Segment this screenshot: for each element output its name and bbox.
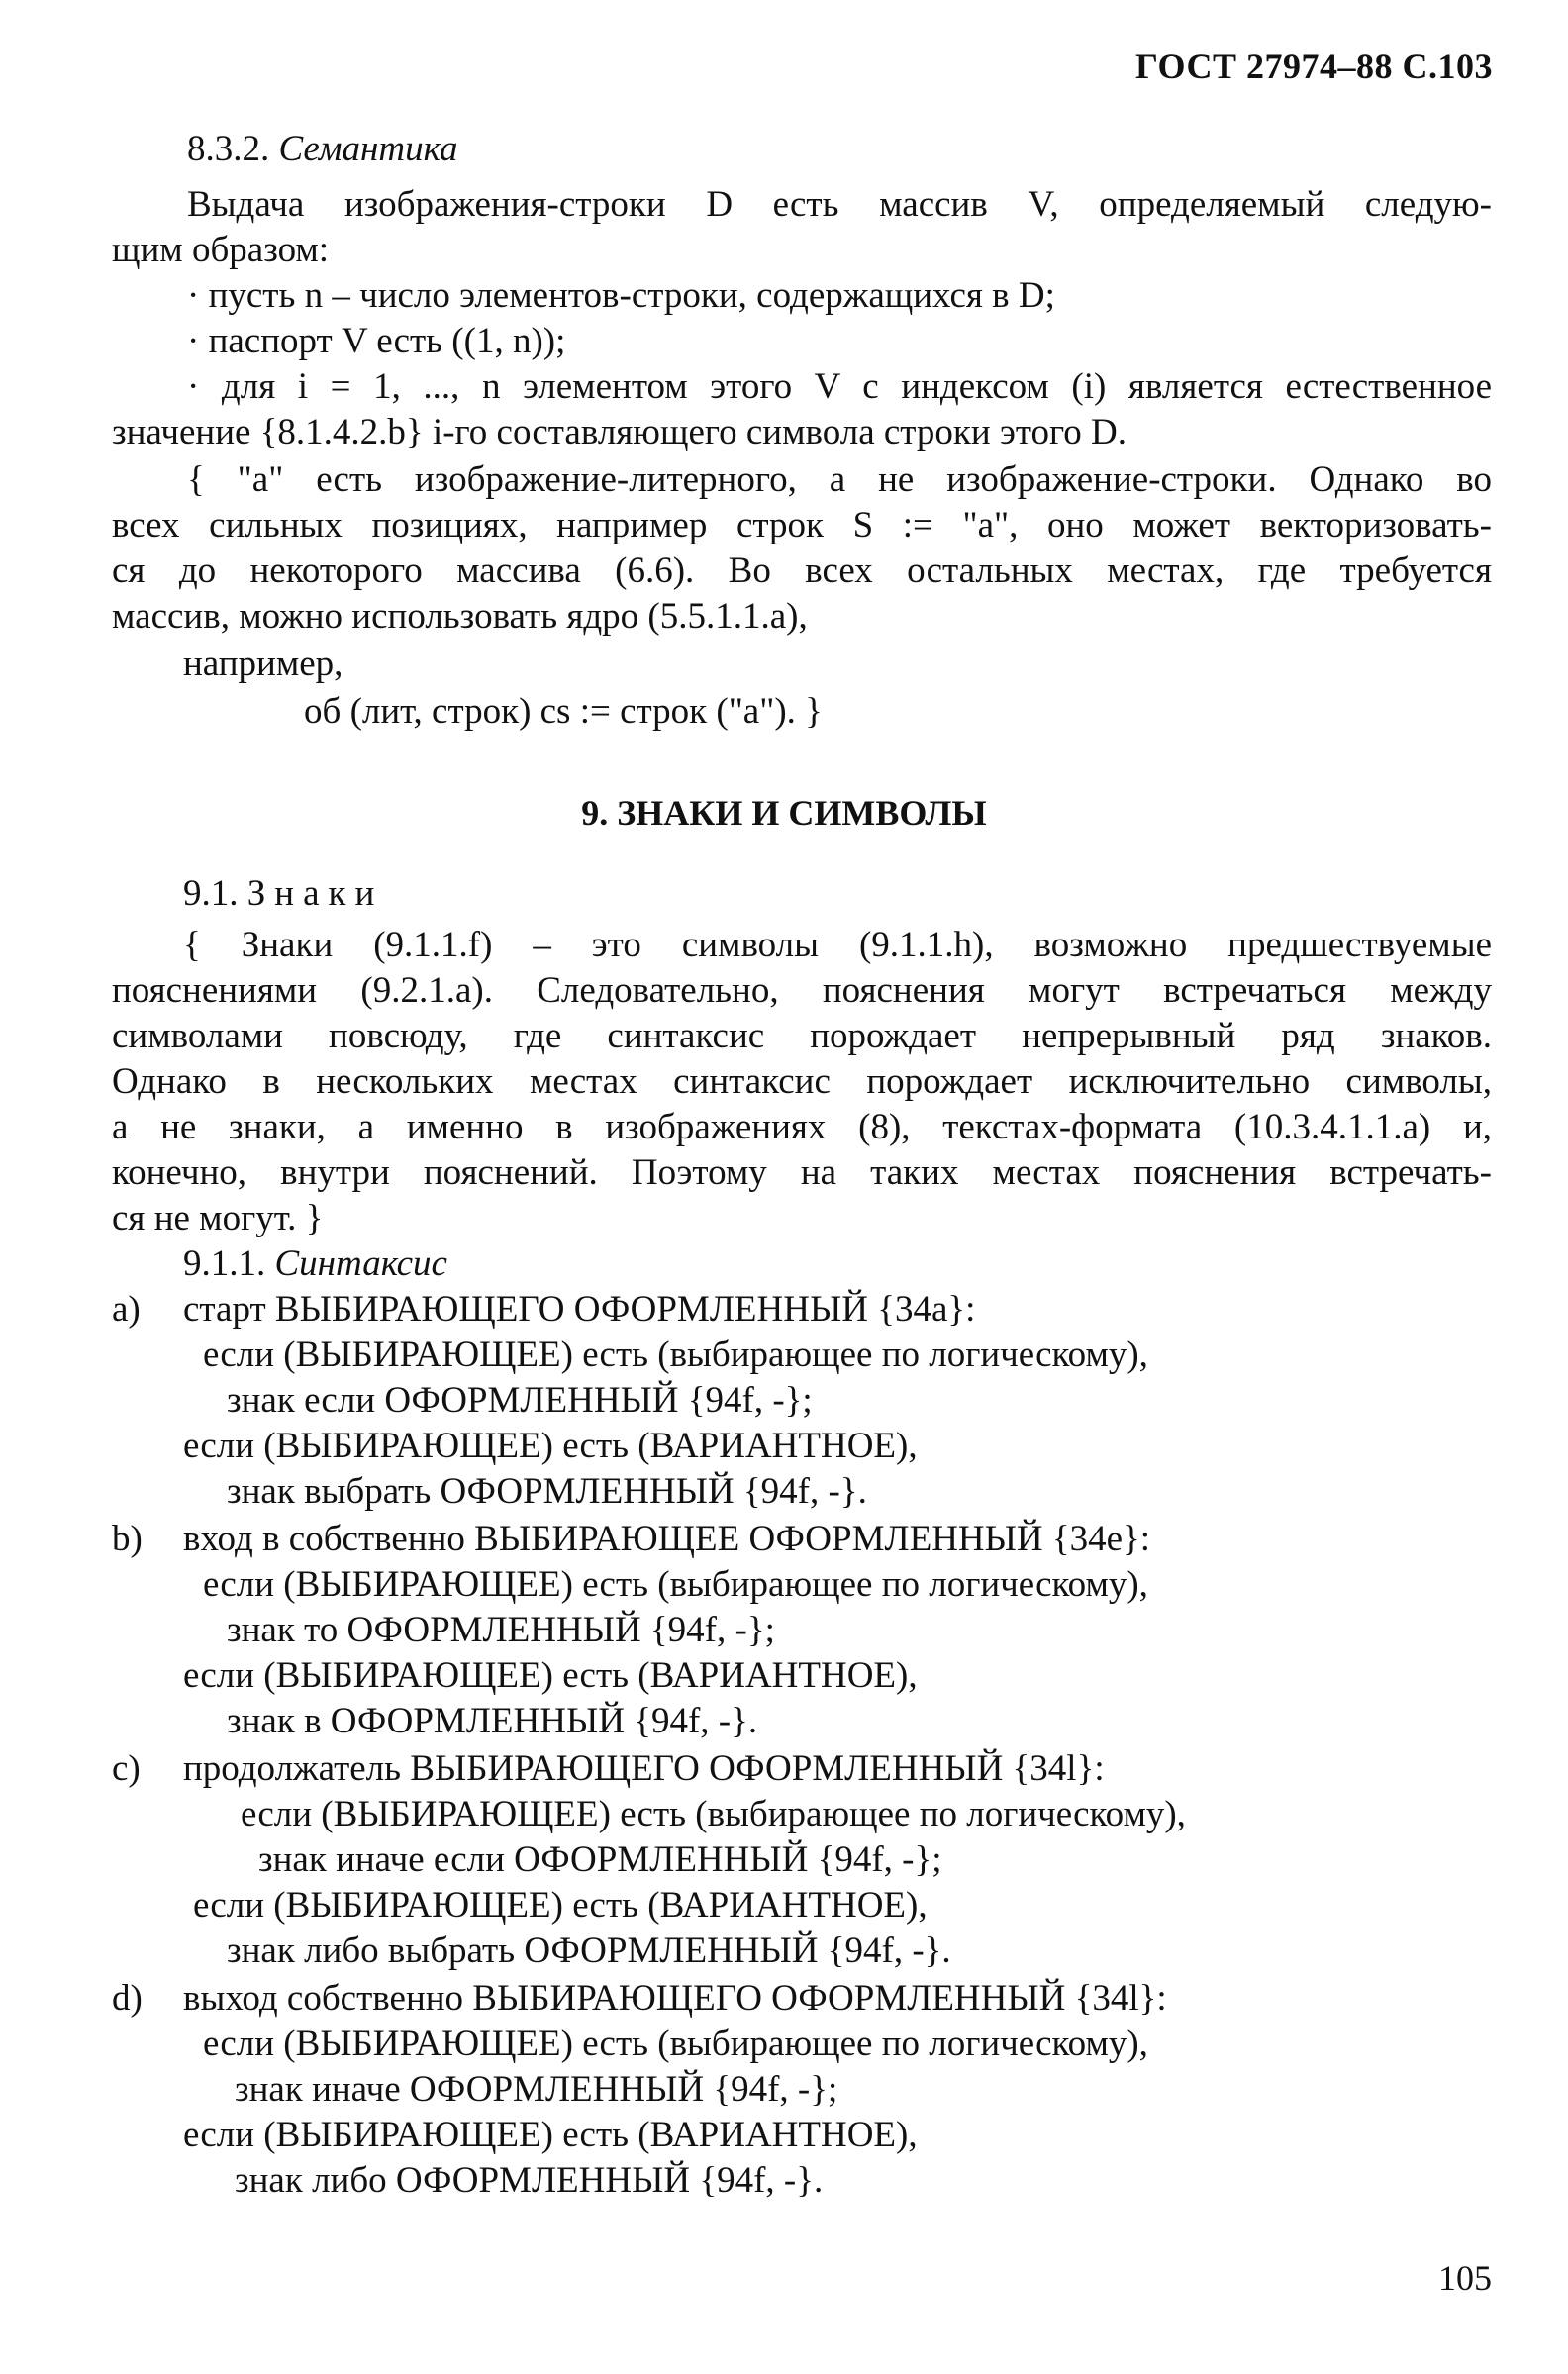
rule-line: знак иначе ОФОРМЛЕННЫЙ {94f, -}; — [235, 2069, 838, 2110]
rule-line: если (ВЫБИРАЮЩЕЕ) есть (выбирающее по логическому), — [203, 2024, 1148, 2064]
rule-c — [112, 1746, 144, 1792]
rule-a — [112, 1287, 144, 1333]
rule-line: знак либо выбрать ОФОРМЛЕННЫЙ {94f, -}. — [227, 1930, 951, 1971]
rule-line: если (ВЫБИРАЮЩЕЕ) есть (ВАРИАНТНОЕ), — [193, 1885, 928, 1926]
rule-marker: a) — [112, 1289, 141, 1330]
rule-line: знак то ОФОРМЛЕННЫЙ {94f, -}; — [227, 1610, 775, 1650]
comment-line: пояснениями (9.2.1.a). Следовательно, пояснения могут встречаться между — [112, 970, 1492, 1011]
rule-line: знак выбрать ОФОРМЛЕННЫЙ {94f, -}. — [227, 1471, 867, 1512]
rule-head: старт ВЫБИРАЮЩЕГО ОФОРМЛЕННЫЙ {34a}: — [183, 1289, 976, 1330]
rule-line: если (ВЫБИРАЮЩЕЕ) есть (выбирающее по логическому), — [241, 1794, 1186, 1834]
subsection-heading — [183, 1241, 447, 1287]
comment-line: массив, можно использовать ядро (5.5.1.1.a), — [112, 596, 808, 637]
rule-line: знак иначе если ОФОРМЛЕННЫЙ {94f, -}; — [258, 1839, 942, 1880]
comment-line: ся до некоторого массива (6.6). Во всех остальных местах, где требуется — [112, 550, 1492, 591]
comment-line: конечно, внутри пояснений. Поэтому на таких местах пояснения встречать- — [112, 1152, 1492, 1193]
section-heading — [183, 871, 383, 917]
rule-line: если (ВЫБИРАЮЩЕЕ) есть (выбирающее по логическому), — [203, 1564, 1148, 1605]
rule-marker: b) — [112, 1519, 143, 1559]
subsection-number: 9.1.1. — [183, 1243, 266, 1284]
rule-line: знак либо ОФОРМЛЕННЫЙ {94f, -}. — [235, 2160, 824, 2201]
section-title: Семантика — [278, 129, 458, 169]
comment-line: например, — [183, 643, 343, 684]
rule-b — [112, 1517, 144, 1562]
bullet-item: · пусть n – число элементов-строки, содержащихся в D; — [187, 275, 1055, 316]
comment-line: ся не могут. } — [112, 1198, 324, 1238]
rule-head: продолжатель ВЫБИРАЮЩЕГО ОФОРМЛЕННЫЙ {34l}: — [183, 1748, 1105, 1789]
section-title: Знаки — [246, 873, 384, 914]
paragraph-line: щим образом: — [112, 230, 330, 270]
rule-head: вход в собственно ВЫБИРАЮЩЕЕ ОФОРМЛЕННЫЙ {34e}: — [183, 1519, 1151, 1559]
bullet-item: · для i = 1, ..., n элементом этого V с индексом (i) является естественное — [187, 366, 1492, 407]
chapter-title: 9. ЗНАКИ И СИМВОЛЫ — [581, 793, 987, 833]
paragraph-line: Выдача изображения-строки D есть массив V, определяемый следую- — [187, 184, 1492, 225]
rule-line: знак в ОФОРМЛЕННЫЙ {94f, -}. — [227, 1701, 758, 1741]
page-header: ГОСТ 27974–88 С.103 — [1135, 47, 1493, 86]
rule-line: знак если ОФОРМЛЕННЫЙ {94f, -}; — [227, 1380, 813, 1421]
rule-line: если (ВЫБИРАЮЩЕЕ) есть (ВАРИАНТНОЕ), — [183, 1426, 918, 1466]
section-number: 8.3.2. — [187, 129, 270, 169]
section-heading — [187, 127, 458, 172]
rule-line: если (ВЫБИРАЮЩЕЕ) есть (ВАРИАНТНОЕ), — [183, 2115, 918, 2155]
comment-line: { Знаки (9.1.1.f) – это символы (9.1.1.h), возможно предшествуемые — [183, 925, 1492, 965]
comment-line: всех сильных позициях, например строк S := "a", оно может векторизовать- — [112, 505, 1492, 545]
comment-line: символами повсюду, где синтаксис порождает непрерывный ряд знаков. — [112, 1016, 1492, 1056]
rule-line: если (ВЫБИРАЮЩЕЕ) есть (ВАРИАНТНОЕ), — [183, 1655, 918, 1696]
section-number: 9.1. — [183, 873, 239, 914]
page-number: 105 — [1438, 2258, 1492, 2298]
code-example: об (лит, строк) cs := строк ("a"). } — [304, 691, 823, 732]
comment-line: Однако в нескольких местах синтаксис порождает исключительно символы, — [112, 1061, 1492, 1102]
comment-line: а не знаки, а именно в изображениях (8), текстах-формата (10.3.4.1.1.a) и, — [112, 1107, 1492, 1147]
subsection-title: Синтаксис — [274, 1243, 447, 1284]
paragraph-line: значение {8.1.4.2.b} i-го составляющего символа строки этого D. — [112, 412, 1127, 452]
rule-marker: d) — [112, 1978, 143, 2019]
rule-head: выход собственно ВЫБИРАЮЩЕГО ОФОРМЛЕННЫЙ {34l}: — [183, 1978, 1167, 2019]
bullet-item: · паспорт V есть ((1, n)); — [187, 321, 566, 361]
rule-marker: c) — [112, 1748, 141, 1789]
comment-line: { "a" есть изображение-литерного, а не изображение-строки. Однако во — [187, 459, 1492, 500]
rule-line: если (ВЫБИРАЮЩЕЕ) есть (выбирающее по логическому), — [203, 1335, 1148, 1375]
rule-d — [112, 1976, 144, 2022]
